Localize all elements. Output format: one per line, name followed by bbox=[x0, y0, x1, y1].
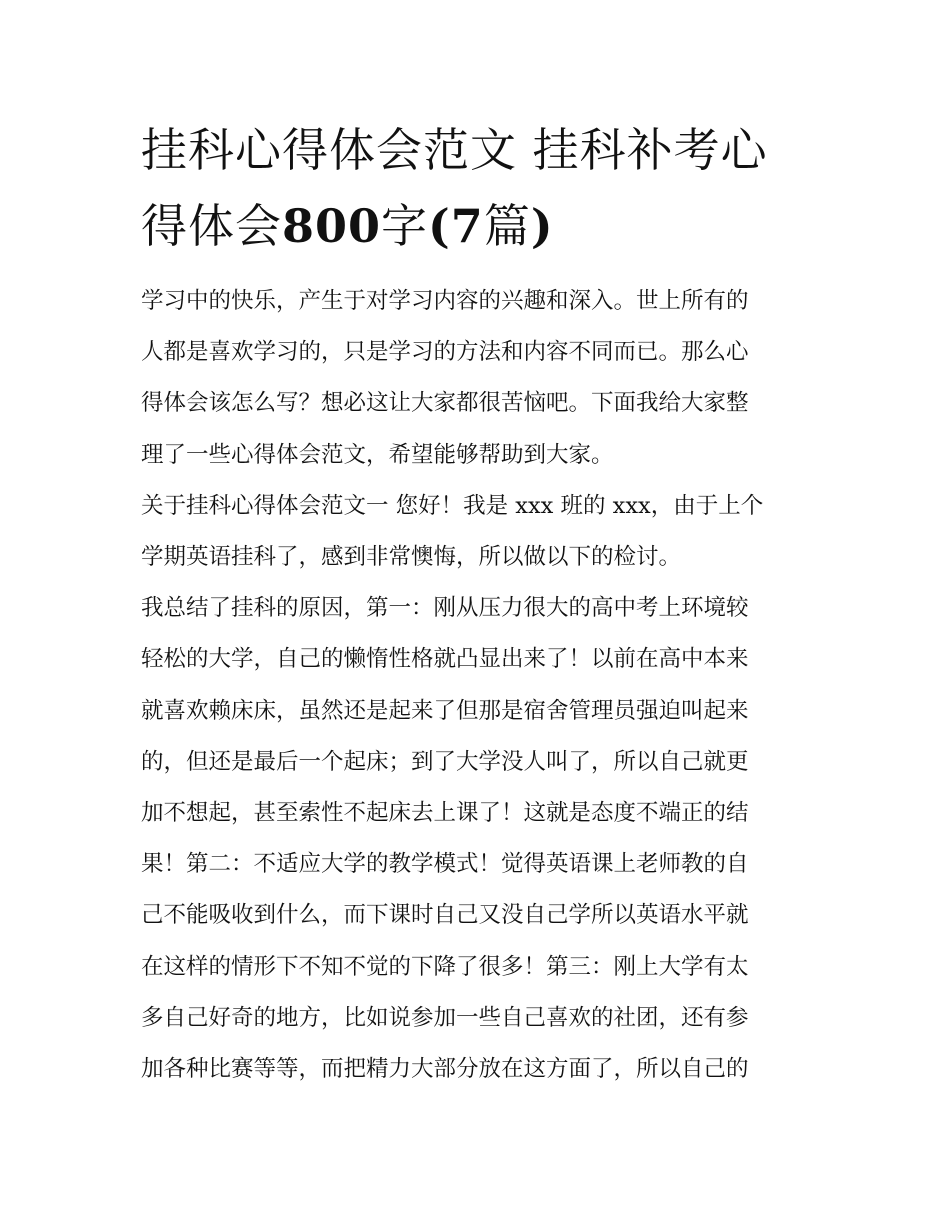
text-line: 己不能吸收到什么，而下课时自己又没自己学所以英语水平就 bbox=[141, 902, 749, 929]
document-body bbox=[141, 276, 821, 1095]
reasons-paragraph bbox=[141, 583, 821, 1095]
title-paren-open: (7 bbox=[428, 199, 484, 253]
text-line: 人都是喜欢学习的，只是学习的方法和内容不同而已。那么心 bbox=[141, 339, 749, 366]
title-text-c: 篇 bbox=[483, 199, 531, 253]
title-text-b: 字 bbox=[381, 199, 429, 253]
title-text-a: 得体会 bbox=[141, 199, 282, 253]
text-line: 学期英语挂科了，感到非常懊悔，所以做以下的检讨。 bbox=[141, 544, 682, 571]
intro-paragraph bbox=[141, 276, 821, 481]
text-line: 加各种比赛等等，而把精力大部分放在这方面了，所以自己的 bbox=[141, 1056, 749, 1083]
text-line: 关于挂科心得体会范文一 您好！我是 xxx 班的 xxx，由于上个 bbox=[141, 492, 764, 519]
document-title bbox=[141, 112, 821, 264]
text-line: 多自己好奇的地方，比如说参加一些自己喜欢的社团，还有参 bbox=[141, 1004, 749, 1031]
text-line: 加不想起，甚至索性不起床去上课了！这就是态度不端正的结 bbox=[141, 800, 749, 827]
text-line: 理了一些心得体会范文，希望能够帮助到大家。 bbox=[141, 441, 614, 468]
text-line: 的，但还是最后一个起床；到了大学没人叫了，所以自己就更 bbox=[141, 748, 749, 775]
title-paren-close: ) bbox=[530, 199, 554, 253]
text-line: 就喜欢赖床床，虽然还是起来了但那是宿舍管理员强迫叫起来 bbox=[141, 697, 749, 724]
title-line-1: 挂科心得体会范文 挂科补考心 bbox=[141, 123, 768, 177]
text-line: 我总结了挂科的原因，第一：刚从压力很大的高中考上环境较 bbox=[141, 595, 749, 622]
essay-one-opening-paragraph bbox=[141, 481, 821, 583]
text-line: 轻松的大学，自己的懒惰性格就凸显出来了！以前在高中本来 bbox=[141, 646, 749, 673]
title-number-800: 800 bbox=[282, 199, 382, 253]
text-line: 在这样的情形下不知不觉的下降了很多！第三：刚上大学有太 bbox=[141, 953, 749, 980]
text-line: 学习中的快乐，产生于对学习内容的兴趣和深入。世上所有的 bbox=[141, 288, 749, 314]
text-line: 果！第二：不适应大学的教学模式！觉得英语课上老师教的自 bbox=[141, 851, 749, 878]
text-line: 得体会该怎么写？想必这让大家都很苦恼吧。下面我给大家整 bbox=[141, 390, 749, 417]
title-line-2 bbox=[141, 188, 821, 264]
